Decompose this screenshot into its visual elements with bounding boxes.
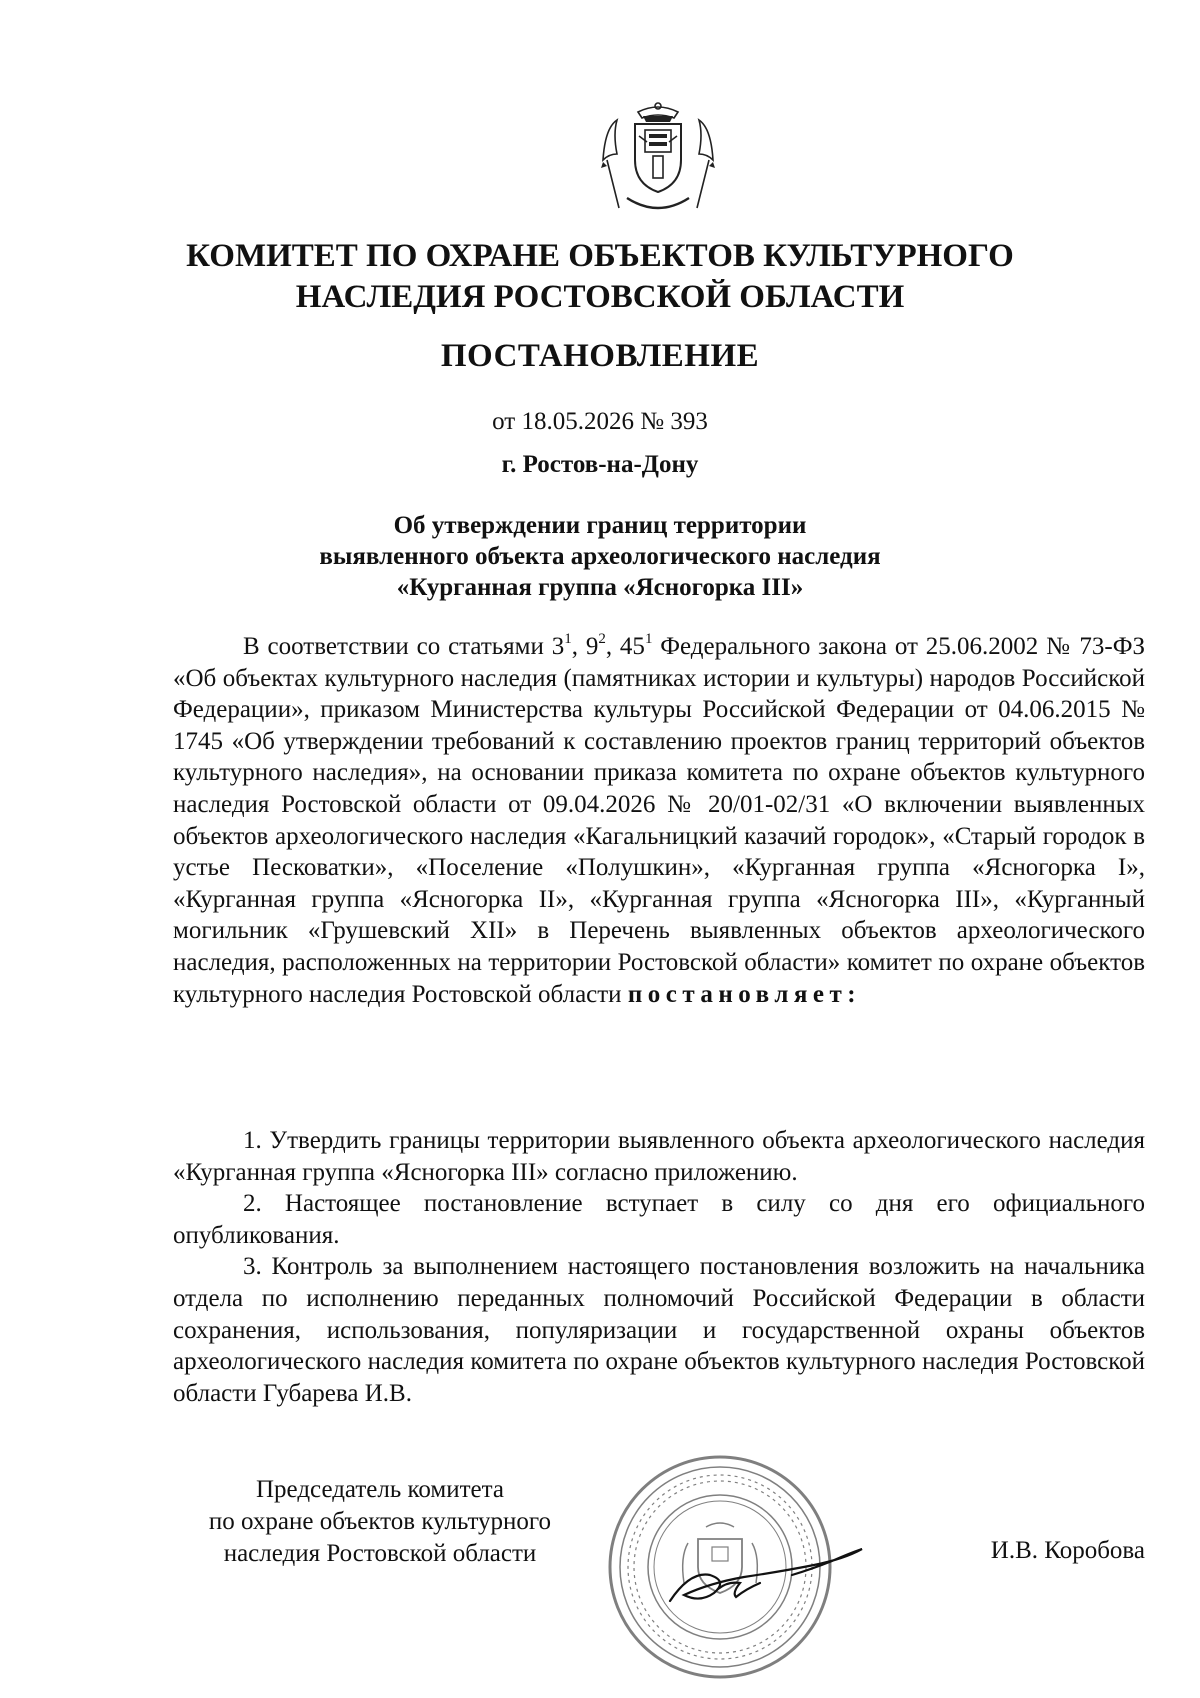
- resolution-item-3: 3. Контроль за выполнением настоящего постановления возложить на начальника отдела по исполнению переданных полномочий Российской Федерации в области сохранения, использования, популяризации и государственной охраны объектов археологического наследия комитета по охране объектов культурного наследия Ростовской области Губарева И.В.: [173, 1253, 1145, 1407]
- document-type-heading: ПОСТАНОВЛЕНИЕ: [440, 338, 760, 374]
- resolution-items: [173, 1125, 1145, 1409]
- article-superscript-2: 2: [598, 630, 606, 647]
- subject-line3: «Курганная группа «Ясногорка III»: [396, 574, 804, 601]
- signatory-position-line2: по охране объектов культурного: [208, 1508, 552, 1535]
- signatory-position-line1: Председатель комитета: [256, 1476, 504, 1503]
- preamble-text-4: Федерального закона от 25.06.2002 № 73-ФЗ «Об объектах культурного наследия (памятниках истории и культуры) народов Российской Федерации», приказом Министерства культуры Российской Федерации от 04.06.2015 № 1745 «Об утверждении требований к составлению проектов границ территорий объектов культурного наследия», на основании приказа комитета по охране объектов культурного наследия Ростовской области от 09.04.2026 № 20/01-02/31 «О включении выявленных объектов археологического наследия «Кагальницкий казачий городок», «Старый городок в устье Песковатки», «Поселение «Полушкин», «Курганная группа «Ясногорка I», «Курганная группа «Ясногорка II», «Курганная группа «Ясногорка III», «Курганный могильник «Грушевский XII» в Перечень выявленных объектов археологического наследия, расположенных на территории Ростовской области» комитет по охране объектов культурного наследия Ростовской области: [173, 633, 1146, 1008]
- document-city: г. Ростов-на-Дону: [501, 451, 699, 478]
- resolution-item-1: 1. Утвердить границы территории выявленного объекта археологического наследия «Курганная группа «Ясногорка III» согласно приложению.: [173, 1127, 1145, 1186]
- decree-word: постановляет:: [627, 980, 862, 1008]
- organization-title: [150, 236, 1050, 318]
- preamble-text-2: , 9: [571, 633, 599, 660]
- official-round-seal-icon: [608, 1439, 904, 1697]
- signatory-name: И.В. Коробова: [990, 1537, 1145, 1564]
- preamble-text-3: , 45: [605, 633, 645, 660]
- organization-title-line1: КОМИТЕТ ПО ОХРАНЕ ОБЪЕКТОВ КУЛЬТУРНОГО: [186, 238, 1014, 274]
- document-subject: [150, 510, 1050, 603]
- signatory-position: [170, 1474, 590, 1570]
- preamble-text-1: В соответствии со статьями 3: [243, 633, 565, 660]
- subject-line2: выявленного объекта археологического наследия: [319, 543, 881, 570]
- document-date-number: от 18.05.2026 № 393: [492, 408, 708, 435]
- subject-line1: Об утверждении границ территории: [393, 512, 807, 539]
- resolution-item-2: 2. Настоящее постановление вступает в силу со дня его официального опубликования.: [173, 1190, 1145, 1249]
- rostov-oblast-coat-of-arms-icon: [597, 100, 719, 214]
- article-superscript-3: 1: [644, 630, 653, 647]
- signatory-position-line3: наследия Ростовской области: [223, 1540, 537, 1567]
- article-superscript-1: 1: [564, 630, 572, 647]
- preamble-paragraph: [173, 631, 1145, 1010]
- organization-title-line2: НАСЛЕДИЯ РОСТОВСКОЙ ОБЛАСТИ: [295, 279, 905, 315]
